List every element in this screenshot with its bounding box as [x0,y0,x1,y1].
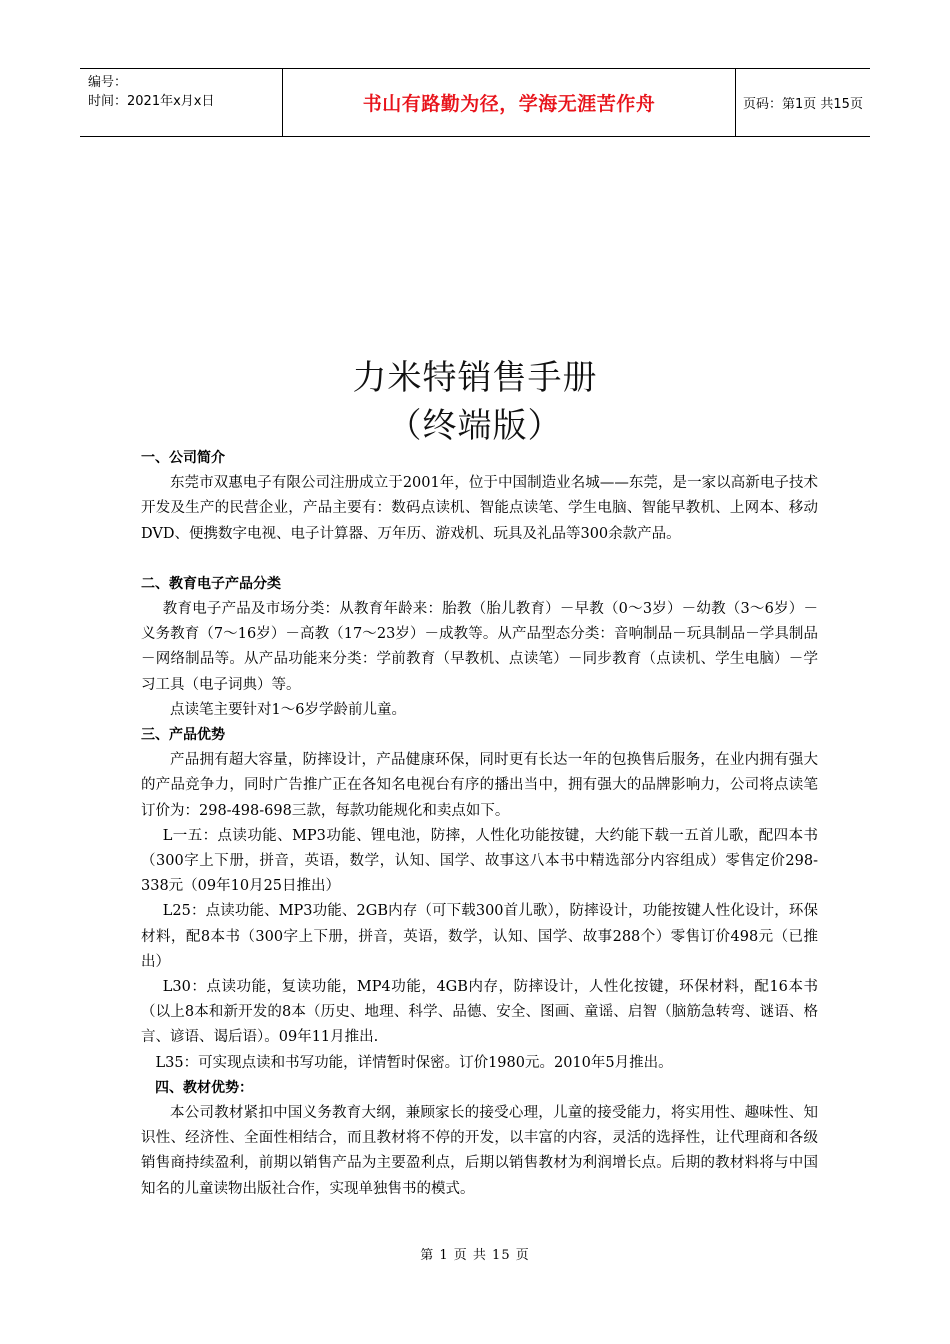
header-motto: 书山有路勤为径，学海无涯苦作舟 [282,69,736,136]
section-heading-product-advantages: 三、产品优势 [141,727,225,744]
header-page-info: 页码：第1页 共15页 [743,97,863,112]
spacer [141,547,818,572]
paragraph-target-age: 点读笔主要针对1～6岁学龄前儿童。 [170,701,406,718]
paragraph-model-l15: L一五：点读功能、MP3功能、锂电池，防摔，人性化功能按键，大约能下载一五首儿歌，配四本书（300字上下册，拼音，英语，数学，认知、国学、故事这八本书中精选部分内容组成）零售定价298-338元（09年10月25日推出） [141,827,818,895]
paragraph-company-intro: 东莞市双惠电子有限公司注册成立于2001年，位于中国制造业名城——东莞，是一家以高新电子技术开发及生产的民营企业，产品主要有：数码点读机、智能点读笔、学生电脑、智能早教机、上网本、移动DVD、便携数字电视、电子计算器、万年历、游戏机、玩具及礼品等300余款产品。 [141,475,818,542]
document-title: 力米特销售手册 [352,358,598,398]
section-heading-company-intro: 一、公司简介 [141,450,225,466]
paragraph-textbook-advantages: 本公司教材紧扣中国义务教育大纲，兼顾家长的接受心理，儿童的接受能力，将实用性、趣味性、知识性、经济性、全面性相结合，而且教材将不停的开发，以丰富的内容，灵活的选择性，让代理商和各级销售商持续盈利，前期以销售产品为主要盈利点，后期以销售教材为利润增长点。后期的教材料将与中国知名的儿童读物出版社合作，实现单独售书的模式。 [141,1105,818,1197]
paragraph-model-l30: L30：点读功能，复读功能，MP4功能，4GB内存，防摔设计，人性化按键，环保材料，配16本书（以上8本和新开发的8本（历史、地理、科学、品德、安全、图画、童谣、启智（脑筋急转弯、谜语、格言、谚语、谒后语）。09年11月推出. [141,979,818,1046]
page-header [80,68,870,137]
document-number-label: 编号： [88,75,128,90]
document-subtitle: （终端版） [387,406,563,446]
paragraph-model-l25: L25：点读功能、MP3功能、2GB内存（可下载300首儿歌），防摔设计，功能按键人性化设计，环保材料，配8本书（300字上下册，拼音，英语，数学，认知、国学、故事288个）零售订价498元（已推出） [141,903,818,970]
document-body [141,446,818,1202]
page-footer: 第 1 页 共 15 页 [420,1248,530,1263]
paragraph-model-l35: L35：可实现点读和书写功能，详情暂时保密。订价1980元。2010年5月推出。 [155,1054,673,1071]
document-date: 时间：2021年x月x日 [88,94,215,109]
paragraph-product-advantages: 产品拥有超大容量，防摔设计，产品健康环保，同时更有长达一年的包换售后服务，在业内拥有强大的产品竞争力，同时广告推广正在各知名电视台有序的播出当中，拥有强大的品牌影响力，公司将点读笔订价为：298-498-698三款，每款功能规化和卖点如下。 [141,752,818,819]
paragraph-product-categories: 教育电子产品及市场分类：从教育年龄来：胎教（胎儿教育）－早教（0～3岁）－幼教（3～6岁）－义务教育（7～16岁）－高教（17～23岁）－成教等。从产品型态分类：音响制品－玩具制品－学具制品－网络制品等。从产品功能来分类：学前教育（早教机、点读笔）－同步教育（点读机、学生电脑）－学习工具（电子词典）等。 [141,601,818,693]
section-heading-textbook-advantages: 四、教材优势： [155,1079,253,1096]
header-meta [88,73,278,111]
section-heading-product-categories: 二、教育电子产品分类 [141,575,281,592]
